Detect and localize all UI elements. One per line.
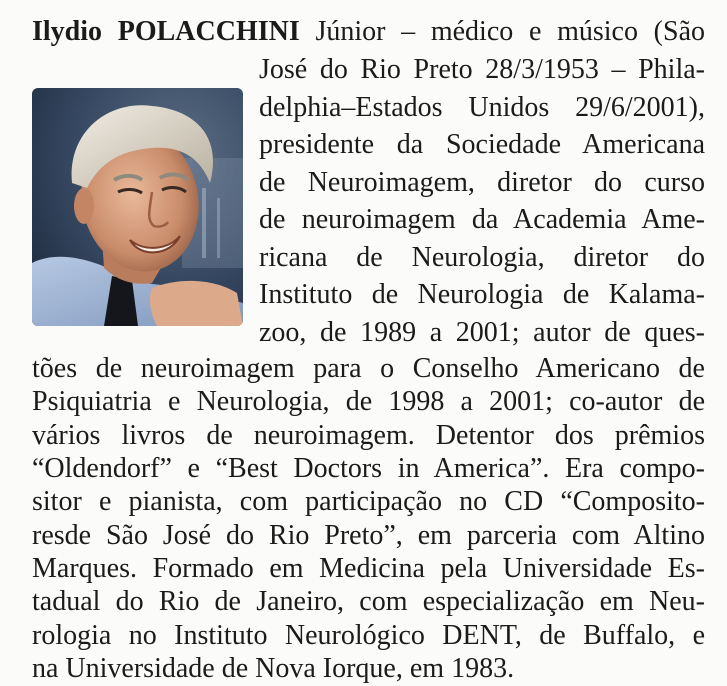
portrait-illustration	[32, 88, 243, 326]
bio-line: presidente da Sociedade Americana	[259, 129, 705, 160]
bio-line: tadual do Rio de Janeiro, com especialização em Neu-	[32, 586, 705, 617]
bio-line: de Neuroimagem, diretor do curso	[259, 167, 705, 198]
bio-line: tões de neuroimagem para o Conselho Americano de	[32, 353, 705, 384]
bio-line: José do Rio Preto 28/3/1953 – Phila-	[259, 54, 705, 85]
bio-line: ricana de Neurologia, diretor do	[259, 242, 705, 273]
bio-line: “Oldendorf” e “Best Doctors in America”. Era compo-	[32, 453, 705, 484]
bio-text: Júnior – médico e músico (São	[299, 16, 705, 47]
bio-line: delphia–Estados Unidos 29/6/2001),	[259, 92, 705, 123]
bio-line: sitor e pianista, com participação no CD “Composito-	[32, 486, 705, 517]
bio-line: rologia no Instituto Neurológico DENT, de Buffalo, e	[32, 620, 705, 651]
portrait-photo	[32, 88, 243, 326]
bio-line: de neuroimagem da Academia Ame-	[259, 204, 705, 235]
bio-line: Psiquiatria e Neurologia, de 1998 a 2001; co-autor de	[32, 386, 705, 417]
bio-line: Instituto de Neurologia de Kalama-	[259, 279, 705, 310]
bio-line-last: na Universidade de Nova Iorque, em 1983.	[32, 653, 515, 684]
bio-line	[32, 14, 705, 50]
person-name: Ilydio POLACCHINI	[32, 16, 300, 47]
bio-line: vários livros de neuroimagem. Detentor dos prêmios	[32, 420, 705, 451]
bio-line: zoo, de 1989 a 2001; autor de ques-	[259, 317, 705, 348]
bio-line: Marques. Formado em Medicina pela Universidade Es-	[32, 553, 705, 584]
bio-line: resde São José do Rio Preto”, em parceria com Altino	[32, 520, 705, 551]
